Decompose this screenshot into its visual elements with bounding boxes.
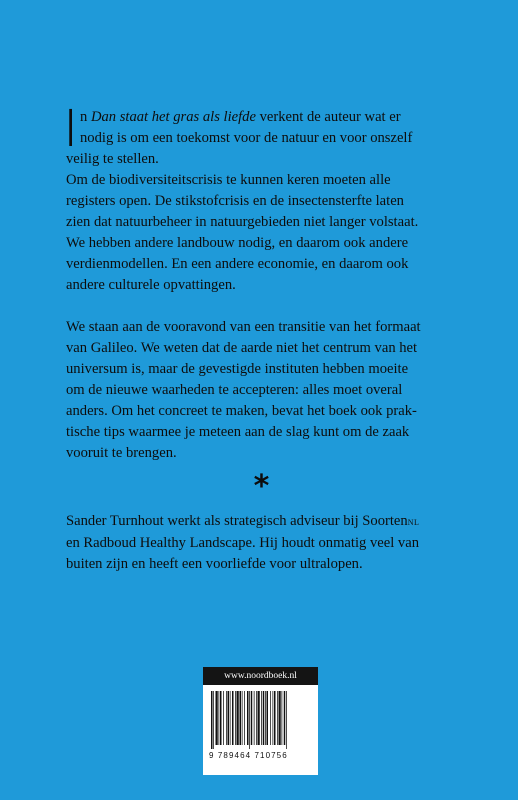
paragraph-1-line: verdienmodellen. En een andere economie, en daarom ook: [66, 256, 409, 272]
isbn-number: 9 789464 710756: [209, 751, 288, 760]
paragraph-2-line: anders. Om het concreet te maken, bevat het boek ook prak-: [66, 403, 417, 419]
paragraph-1-line: Om de biodiversiteitscrisis te kunnen keren moeten alle: [66, 172, 391, 188]
barcode-bar: [223, 691, 224, 745]
barcode-bar: [230, 691, 231, 745]
intro-line-1-end: verkent de auteur wat er: [255, 109, 401, 125]
paragraph-1-line: andere culturele opvattingen.: [66, 277, 236, 293]
barcode-bar: [279, 691, 281, 745]
paragraph-1-line: We hebben andere landbouw nodig, en daarom ook andere: [66, 235, 409, 251]
barcode-bar: [216, 691, 218, 745]
barcode-bar: [235, 691, 236, 745]
barcode-bar: [286, 691, 287, 749]
intro-line-1: [66, 107, 461, 128]
paragraph-2-line: om de nieuwe waarheden te accepteren: alles moet overal: [66, 382, 403, 398]
barcode-bar: [251, 691, 253, 745]
paragraph-2-line: tische tips waarmee je meteen aan de slag kunt om de zaak: [66, 424, 410, 440]
barcode-bar: [270, 691, 271, 745]
barcode-bar: [244, 691, 245, 745]
asterisk-separator: *: [253, 469, 270, 504]
barcode-bar: [273, 691, 274, 745]
barcode-bar: [258, 691, 260, 745]
barcode-bar: [247, 691, 249, 745]
paragraph-1-line: registers open. De stikstofcrisis en de insectensterfte laten: [66, 193, 404, 209]
paragraph-2-line: We staan aan de vooravond van een transitie van het formaat: [66, 319, 421, 335]
barcode-bar: [282, 691, 283, 745]
paragraph-1: [66, 170, 461, 296]
paragraph-1-line: zien dat natuurbeheer in natuurgebieden niet langer volstaat.: [66, 214, 419, 230]
barcode-bar: [220, 691, 222, 745]
barcode-bar: [213, 691, 214, 749]
author-bio: [66, 511, 461, 575]
barcode-image: [211, 691, 310, 749]
barcode-bar: [240, 691, 242, 745]
paragraph-2-line: vooruit te brengen.: [66, 445, 177, 461]
barcode-bar: [219, 691, 220, 745]
paragraph-2-line: van Galileo. We weten dat de aarde niet het centrum van het: [66, 340, 418, 356]
barcode-bar: [254, 691, 255, 745]
book-title: Dan staat het gras als liefde: [90, 109, 256, 125]
bio-line-1: [66, 511, 461, 533]
intro-line-1-start: n: [80, 109, 91, 125]
barcode-bar: [226, 691, 227, 745]
paragraph-2-line: universum is, maar de gevestigde instituten hebben moeite: [66, 361, 409, 377]
intro-line-3: veilig te stellen.: [66, 151, 159, 167]
barcode-bar: [256, 691, 257, 745]
drop-cap: I: [68, 98, 74, 158]
paragraph-2: [66, 317, 461, 464]
blurb: [66, 98, 461, 575]
barcode-bar: [232, 691, 234, 745]
barcode-bar: [211, 691, 213, 749]
barcode-bar: [263, 691, 265, 745]
barcode-bar: [284, 691, 286, 745]
barcode-bar: [274, 691, 276, 745]
barcode-bar: [267, 691, 269, 745]
barcode-bar: [242, 691, 243, 745]
bio-line-3: buiten zijn en heeft een voorliefde voor ultralopen.: [66, 556, 363, 572]
publisher-url: www.noordboek.nl: [203, 667, 318, 685]
intro-line-2: nodig is om een toekomst voor de natuur en voor onszelf: [80, 130, 413, 146]
barcode-bar: [261, 691, 262, 745]
barcode-bar: [277, 691, 278, 745]
intro-paragraph: [66, 98, 461, 170]
paragraph-gap: [66, 296, 461, 317]
bio-line-1-text: Sander Turnhout werkt als strategisch adviseur bij Soorten: [66, 513, 408, 529]
bio-line-2: en Radboud Healthy Landscape. Hij houdt onmatig veel van: [66, 535, 419, 551]
barcode-bar: [228, 691, 230, 745]
barcode-bar: [265, 691, 266, 745]
barcode-bar: [237, 691, 239, 745]
barcode-box: [203, 667, 318, 775]
soortennl-small-caps: nl: [407, 516, 420, 528]
barcode-bar: [249, 691, 250, 749]
